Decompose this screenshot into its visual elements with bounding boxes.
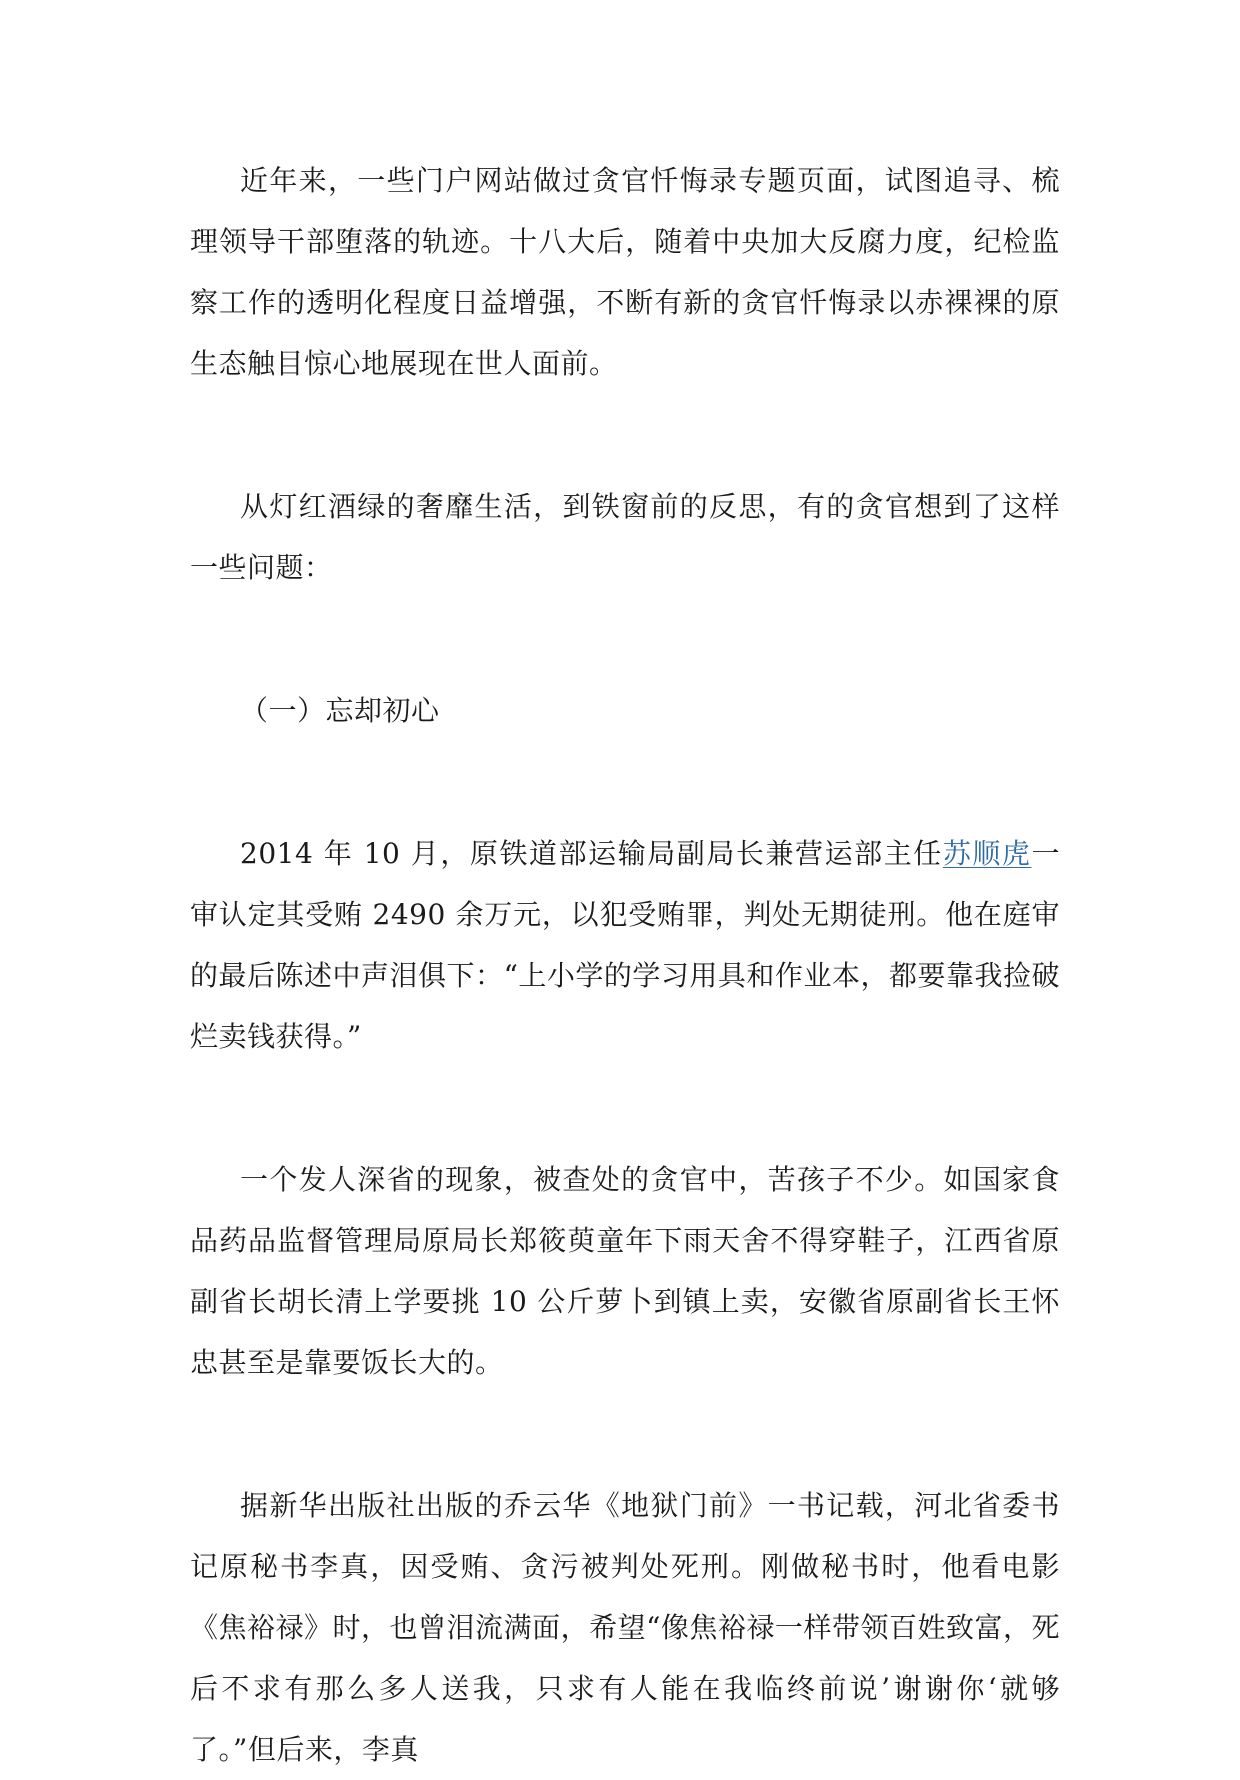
section-heading: （一）忘却初心 — [240, 694, 440, 727]
paragraph-poor-children: 一个发人深省的现象，被查处的贪官中，苦孩子不少。如国家食品药品监督管理局原局长郑筱萸童年下雨天舍不得穿鞋子，江西省原副省长胡长清上学要挑 10 公斤萝卜到镇上卖，安徽省原副省长王怀忠甚至是靠要饭长大的。 — [190, 1163, 1060, 1379]
paragraph-questions: 从灯红酒绿的奢靡生活，到铁窗前的反思，有的贪官想到了这样一些问题： — [190, 490, 1060, 584]
paragraph-text-after-link: 一审认定其受贿 2490 余万元，以犯受贿罪，判处无期徒刑。他在庭审的最后陈述中声泪俱下：“上小学的学习用具和作业本，都要靠我捡破烂卖钱获得。” — [190, 837, 1060, 1053]
person-link-su-shunhu[interactable]: 苏顺虎 — [942, 837, 1032, 870]
paragraph-li-zhen: 据新华出版社出版的乔云华《地狱门前》一书记载，河北省委书记原秘书李真，因受贿、贪污被判处死刑。刚做秘书时，他看电影《焦裕禄》时，也曾泪流满面，希望“像焦裕禄一样带领百姓致富，死后不求有那么多人送我，只求有人能在我临终前说’谢谢你‘就够了。”但后来，李真 — [190, 1489, 1060, 1766]
document-page — [190, 150, 1060, 1780]
paragraph-text-before-link: 2014 年 10 月，原铁道部运输局副局长兼营运部主任 — [240, 837, 943, 870]
paragraph-intro: 近年来，一些门户网站做过贪官忏悔录专题页面，试图追寻、梳理领导干部堕落的轨迹。十八大后，随着中央加大反腐力度，纪检监察工作的透明化程度日益增强，不断有新的贪官忏悔录以赤裸裸的原生态触目惊心地展现在世人面前。 — [190, 164, 1060, 380]
paragraph-su-shunhu — [190, 823, 1060, 1067]
